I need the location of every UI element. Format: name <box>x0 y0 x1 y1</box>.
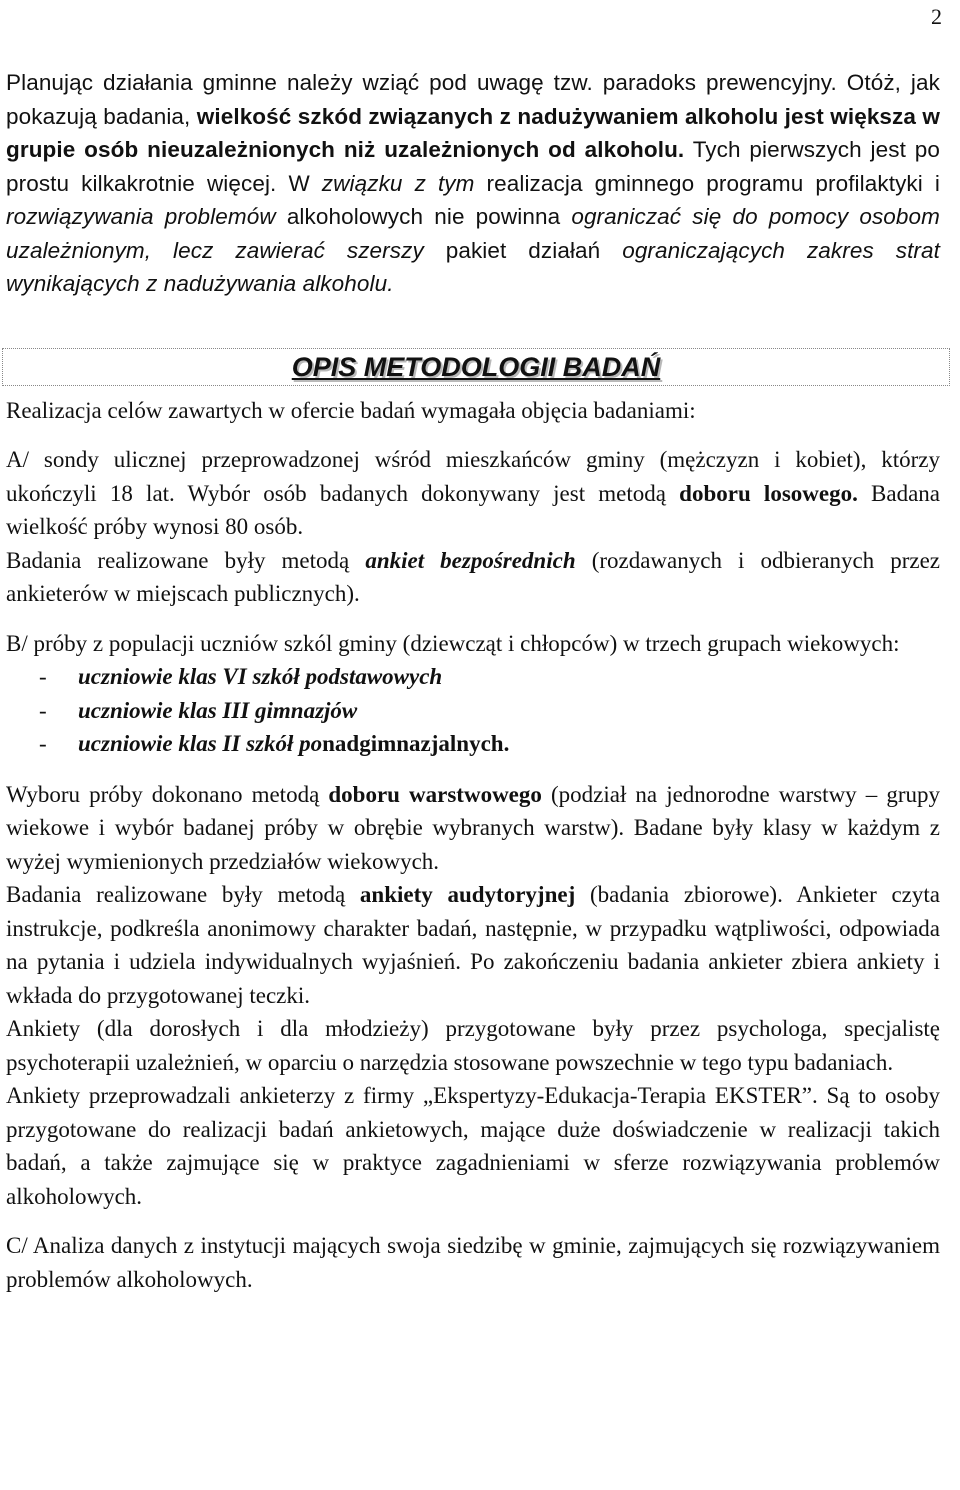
page-number: 2 <box>931 4 942 29</box>
list-item-text: uczniowie klas II szkół po <box>78 731 323 756</box>
method-text: (badania zbiorowe). Ankieter czyta instrukcje, podkreśla anonimowy charakter badań, następnie, w przypadku wątpliwości, odpowiada na pytania i udziela indywidualnych wyjaśnień. Po zakończeniu badania ankieter zbiera ankiety i wkłada do przygotowanej teczki. <box>6 882 940 1008</box>
list-item-text: uczniowie klas III gimnazjów <box>78 697 358 723</box>
method-paragraph-3: Ankiety (dla dorosłych i dla młodzieży) przygotowane były przez psychologa, specjalistę psychoterapii uzależnień, w oparciu o narzędzia stosowane powszechnie w tego typu badaniach. <box>6 1016 940 1075</box>
section-a-paragraph <box>6 443 940 544</box>
list-item <box>6 660 940 694</box>
section-heading-box <box>2 348 950 386</box>
section-a-text: Badania realizowane były metodą <box>6 547 366 573</box>
intro-text: alkoholowych nie powinna <box>275 204 572 229</box>
intro-text: realizacja gminnego programu profilaktyki i <box>474 170 940 196</box>
intro-text: Tych pierwszych jest po prostu kilkakrotnie więcej. W <box>6 137 940 196</box>
intro-italic-text: ograniczać się do pomocy osobom uzależnionym, lecz zawierać szerszy <box>6 204 940 263</box>
intro-text: pakiet działań <box>423 237 623 263</box>
intro-bold-text: wielkość szkód związanych z nadużywaniem alkoholu jest większa w grupie osób nieuzależnionych niż uzależnionych od alkoholu. <box>6 103 940 162</box>
section-a-text: Badana wielkość próby wynosi 80 osób. <box>6 480 941 539</box>
intro-text: Planując działania gminne należy wziąć pod uwagę tzw. paradoks prewencyjny. Otóż, jak pokazują badania, <box>6 70 940 129</box>
intro-italic-text: rozwiązywania problemów <box>6 204 276 229</box>
list-item-text: uczniowie klas VI szkół podstawowych <box>78 664 443 689</box>
list-dash: - <box>39 664 47 689</box>
lead-paragraph: Realizacja celów zawartych w ofercie badań wymagała objęcia badaniami: <box>6 397 696 423</box>
method-paragraph-4: Ankiety przeprowadzali ankieterzy z firmy „Ekspertyzy-Edukacja-Terapia EKSTER”. Są to osoby przygotowane do realizacji badań ankietowych, mające duże doświadczenie w realizacji takich badań, a także zajmujące się w praktyce zagadnieniami w sferze rozwiązywania problemów alkoholowych. <box>6 1083 940 1209</box>
method-bold-text: ankiety audytoryjnej <box>359 882 576 907</box>
section-a-text: A/ sondy ulicznej przeprowadzonej wśród mieszkańców gminy (mężczyzn i kobiet), którzy ukończyli 18 lat. Wybór osób badanych dokonywany jest metodą <box>6 447 940 506</box>
age-group-list <box>6 660 940 761</box>
method-text: (podział na jednorodne warstwy – grupy wiekowe i wybór badanej próby w obrębie wybranych warstw). Badane były klasy w każdym z wyżej wymienionych przedziałów wiekowych. <box>6 781 940 874</box>
method-paragraph-1 <box>6 778 940 879</box>
list-item-bold-tail: nadgimnazjalnych. <box>322 731 510 756</box>
section-heading: OPIS METODOLOGII BADAŃ <box>291 351 661 382</box>
section-a-method-paragraph <box>6 544 940 611</box>
method-text: Badania realizowane były metodą <box>6 882 360 907</box>
list-dash: - <box>39 697 47 723</box>
section-b-intro: B/ próby z populacji uczniów szkól gminy (dziewcząt i chłopców) w trzech grupach wiekowych: <box>6 630 900 656</box>
intro-italic-text: ograniczających zakres strat wynikających z nadużywania alkoholu. <box>6 237 940 296</box>
section-a-bold-text: doboru losowego. <box>679 480 858 506</box>
intro-italic-text: związku z tym <box>309 170 475 196</box>
section-c-paragraph: C/ Analiza danych z instytucji mających swoja siedzibę w gminie, zajmujących się rozwiązywaniem problemów alkoholowych. <box>6 1233 940 1292</box>
list-item <box>6 694 940 728</box>
list-dash: - <box>39 731 47 756</box>
method-paragraph-2 <box>6 878 940 1012</box>
intro-paragraph <box>6 66 940 301</box>
list-item <box>6 727 940 761</box>
document-body <box>6 66 940 1296</box>
method-text: Wyboru próby dokonano metodą <box>6 781 329 807</box>
section-a-bold-italic-text: ankiet bezpośrednich <box>365 547 576 573</box>
section-a-text: (rozdawanych i odbieranych przez ankieterów w miejscach publicznych). <box>6 547 941 606</box>
method-bold-text: doboru warstwowego <box>328 781 542 807</box>
